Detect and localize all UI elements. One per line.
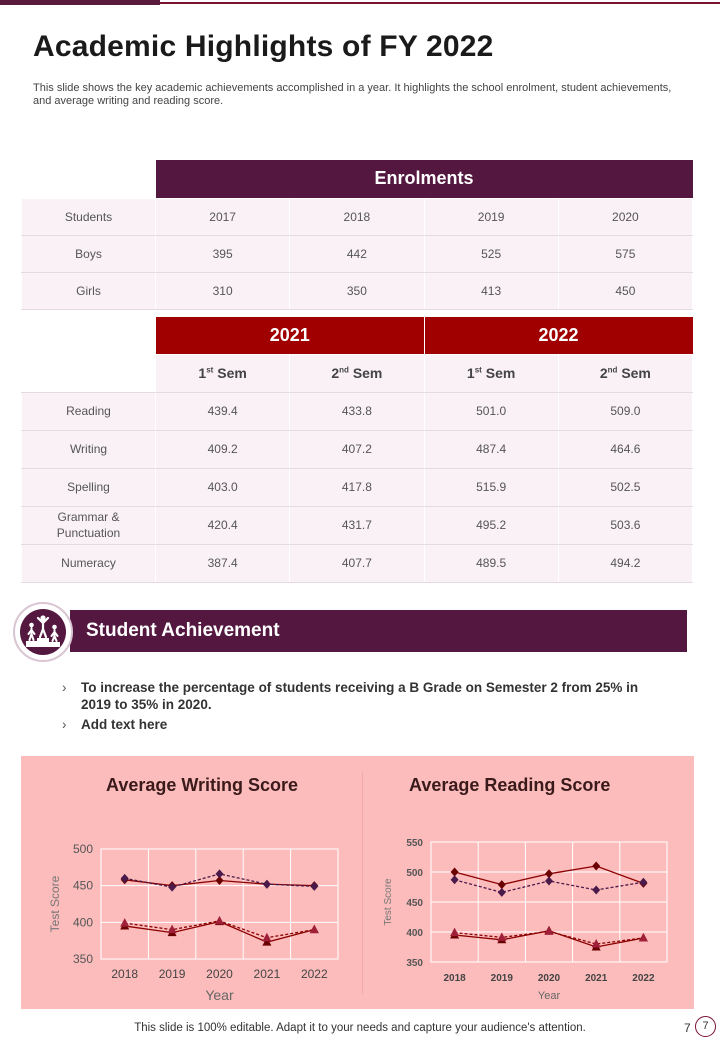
y-tick-label: 350	[406, 958, 423, 969]
x-tick-label: 2019	[158, 967, 186, 981]
y-tick-label: 500	[406, 868, 423, 879]
list-item: › Add text here	[62, 717, 168, 732]
table-cell: Numeracy	[22, 544, 156, 582]
table-cell: 431.7	[290, 506, 424, 544]
table-cell: 439.4	[156, 392, 290, 430]
list-item: › To increase the percentage of students receiving a B Grade on Semester 2 from 25% in 2019 to 35% in 2020.	[62, 680, 639, 712]
table-cell: 501.0	[424, 392, 558, 430]
x-tick-label: 2020	[206, 967, 233, 981]
x-tick-label: 2018	[443, 973, 466, 984]
table-row	[22, 272, 693, 309]
table-cell: 495.2	[424, 506, 558, 544]
reading-chart-title: Average Reading Score	[409, 775, 611, 795]
table-cell: 417.8	[290, 468, 424, 506]
table-cell: 407.7	[290, 544, 424, 582]
y-tick-label: 400	[72, 915, 93, 930]
top-accent-line	[160, 2, 720, 4]
y-tick-label: 400	[406, 928, 423, 939]
table-cell: Students	[22, 198, 156, 235]
plot-area	[101, 849, 338, 959]
semester-header: 1st Sem	[424, 354, 558, 392]
table-cell: Girls	[22, 272, 156, 309]
page-subtitle: This slide shows the key academic achievements accomplished in a year. It highlights the school enrolment, student achievements, and average writing and reading score.	[33, 82, 672, 107]
table-cell: 310	[156, 272, 290, 309]
table-cell: 433.8	[290, 392, 424, 430]
page-number: 7	[684, 1021, 691, 1035]
table-cell: 403.0	[156, 468, 290, 506]
table-cell: 2019	[424, 198, 558, 235]
page-title: Academic Highlights of FY 2022	[33, 30, 494, 63]
table-cell: 2018	[290, 198, 424, 235]
x-tick-label: 2018	[111, 967, 139, 981]
table-row	[22, 392, 693, 430]
table-cell: 2020	[558, 198, 692, 235]
table-cell: Reading	[22, 392, 156, 430]
page-number-badge: 7	[695, 1016, 716, 1037]
writing-score-chart	[21, 756, 361, 1009]
top-accent-bar	[0, 0, 160, 5]
table-cell: 350	[290, 272, 424, 309]
table-cell: 509.0	[558, 392, 692, 430]
x-axis-label: Year	[205, 987, 234, 1003]
y-tick-label: 450	[72, 878, 93, 893]
scores-table	[21, 317, 693, 583]
x-tick-label: 2021	[253, 967, 281, 981]
table-cell: 387.4	[156, 544, 290, 582]
x-tick-label: 2022	[632, 973, 655, 984]
table-cell: Boys	[22, 235, 156, 272]
table-cell: 489.5	[424, 544, 558, 582]
x-tick-label: 2021	[585, 973, 608, 984]
table-cell: Spelling	[22, 468, 156, 506]
table-row	[22, 468, 693, 506]
table-row	[22, 506, 693, 544]
semester-header: 1st Sem	[156, 354, 290, 392]
table-cell: Grammar & Punctuation	[22, 506, 156, 544]
chevron-right-icon: ›	[62, 680, 67, 695]
table-cell: 502.5	[558, 468, 692, 506]
table-cell: 494.2	[558, 544, 692, 582]
chevron-right-icon: ›	[62, 717, 67, 732]
year-heading: 2022	[424, 317, 693, 354]
table-cell: Writing	[22, 430, 156, 468]
enrolments-heading: Enrolments	[156, 160, 693, 198]
semester-row	[22, 354, 693, 392]
table-cell: 575	[558, 235, 692, 272]
table-cell: 450	[558, 272, 692, 309]
y-axis-label: Test Score	[48, 875, 62, 933]
x-tick-label: 2020	[537, 973, 561, 984]
y-axis-label: Test Score	[383, 878, 394, 926]
table-row	[22, 544, 693, 582]
year-heading: 2021	[156, 317, 425, 354]
table-cell: 525	[424, 235, 558, 272]
table-row	[22, 198, 693, 235]
podium-icon	[20, 609, 66, 655]
y-tick-label: 450	[406, 898, 423, 909]
table-cell: 503.6	[558, 506, 692, 544]
table-cell: 442	[290, 235, 424, 272]
semester-header: 2nd Sem	[290, 354, 424, 392]
x-tick-label: 2019	[490, 973, 513, 984]
semester-header: 2nd Sem	[558, 354, 692, 392]
achievement-title: Student Achievement	[86, 620, 280, 641]
table-cell: 2017	[156, 198, 290, 235]
table-cell: 487.4	[424, 430, 558, 468]
table-cell: 515.9	[424, 468, 558, 506]
y-tick-label: 500	[72, 842, 93, 856]
table-cell: 464.6	[558, 430, 692, 468]
y-tick-label: 350	[72, 952, 93, 966]
table-cell: 407.2	[290, 430, 424, 468]
footer-text: This slide is 100% editable. Adapt it to your needs and capture your audience's attention.	[134, 1022, 586, 1034]
writing-chart-title: Average Writing Score	[106, 775, 299, 795]
y-tick-label: 550	[406, 838, 423, 849]
table-cell: 409.2	[156, 430, 290, 468]
enrolments-table	[21, 160, 693, 310]
table-cell: 420.4	[156, 506, 290, 544]
x-axis-label: Year	[537, 990, 561, 1002]
reading-score-chart	[362, 756, 694, 1009]
achievement-bullets	[62, 679, 662, 736]
table-cell: 395	[156, 235, 290, 272]
table-cell: 413	[424, 272, 558, 309]
table-row	[22, 235, 693, 272]
table-row	[22, 430, 693, 468]
x-tick-label: 2022	[300, 967, 328, 981]
